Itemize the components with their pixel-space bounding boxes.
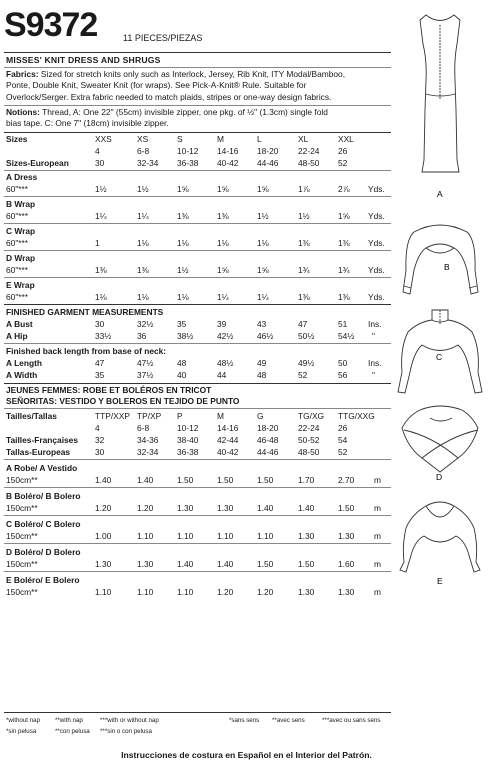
fs-yardage-view-label: E Boléro/ E Bolero bbox=[6, 575, 80, 585]
divider bbox=[4, 304, 391, 305]
divider bbox=[4, 250, 391, 251]
size-cell: 44-46 bbox=[257, 158, 279, 168]
fs-yardage-row: 150cm** 1.30 1.30 1.40 1.40 1.50 1.50 1.60 m bbox=[6, 559, 381, 569]
fabrics-label: Fabrics: bbox=[6, 69, 39, 79]
notions-line2: bias tape. C: One 7" (18cm) invisible zipper. bbox=[6, 118, 169, 129]
footnote-es-1: *sin pelusa bbox=[6, 728, 37, 735]
divider bbox=[4, 459, 391, 460]
pattern-number: S9372 bbox=[4, 6, 98, 44]
yardage-view-label: C Wrap bbox=[6, 226, 36, 236]
fabrics-line1: Sized for stretch knits only such as Interlock, Jersey, Rib Knit, ITY Modal/Bamboo, bbox=[40, 69, 346, 79]
notions-line1: Thread, A: One 22" (55cm) invisible zipper, one pkg. of ½" (1.3cm) single fold bbox=[42, 107, 328, 117]
size-cell: 40-42 bbox=[217, 158, 239, 168]
divider bbox=[4, 170, 391, 171]
yardage-row: 60"*** 1¼ 1¼ 1⅜ 1⅜ 1½ 1½ 1⅝ Yds. bbox=[6, 211, 385, 221]
wrap-d-illustration bbox=[402, 406, 478, 472]
size-cell: 4 bbox=[95, 146, 100, 156]
sizes-european-label: Sizes-European bbox=[6, 158, 69, 168]
fabrics-line2: Ponte, Double Knit, Sweater Knit (for wraps). See Pick-A-Knit® Rule. Suitable for bbox=[6, 80, 307, 91]
label-e: E bbox=[437, 576, 443, 586]
sizes-label: Sizes bbox=[6, 134, 28, 144]
sizes-row bbox=[6, 134, 391, 145]
back-length-title: Finished back length from base of neck: bbox=[6, 346, 167, 356]
divider bbox=[4, 223, 391, 224]
size-cell: 14-16 bbox=[217, 146, 239, 156]
fs-sizes-row: Tailles/Tallas TTP/XXP TP/XP P M G TG/XG TTG/XXG bbox=[6, 411, 375, 421]
fs-yardage-row: 150cm** 1.10 1.10 1.10 1.20 1.20 1.30 1.30 m bbox=[6, 587, 381, 597]
divider bbox=[4, 277, 391, 278]
yardage-view-label: B Wrap bbox=[6, 199, 36, 209]
divider bbox=[4, 132, 391, 133]
divider bbox=[4, 383, 391, 384]
size-cell: 26 bbox=[338, 146, 348, 156]
fabrics-line3: Overlock/Serger. Extra fabric needed to match plaids, stripes or one-way design fabrics. bbox=[6, 91, 332, 102]
yardage-row: 60"*** 1 1⅛ 1⅛ 1⅛ 1⅛ 1⅜ 1⅜ Yds. bbox=[6, 238, 385, 248]
fs-yardage-row: 150cm** 1.20 1.20 1.30 1.30 1.40 1.40 1.50 m bbox=[6, 503, 381, 513]
yardage-row: 60"*** 1½ 1½ 1⅝ 1⅝ 1⅝ 1⅞ 2⅞ Yds. bbox=[6, 184, 385, 194]
spanish-instructions-note: Instrucciones de costura en Español en el Interior del Patrón. bbox=[121, 750, 372, 760]
measurements-title: FINISHED GARMENT MEASUREMENTS bbox=[6, 307, 164, 317]
fs-yardage-row: 150cm** 1.40 1.40 1.50 1.50 1.50 1.70 2.70 m bbox=[6, 475, 381, 485]
yardage-row: 60"*** 1⅛ 1⅛ 1⅛ 1¼ 1¼ 1⅜ 1⅜ Yds. bbox=[6, 292, 385, 302]
divider bbox=[4, 343, 391, 344]
size-cell: L bbox=[257, 134, 262, 144]
fs-title-2: SEÑORITAS: VESTIDO Y BOLEROS EN TEJIDO DE PUNTO bbox=[6, 396, 240, 406]
garment-illustrations bbox=[392, 0, 493, 600]
divider bbox=[4, 196, 391, 197]
fabrics-block bbox=[6, 69, 390, 103]
fs-sizes-number-row: 4 6-8 10-12 14-16 18-20 22-24 26 bbox=[95, 423, 348, 433]
size-cell: XS bbox=[137, 134, 149, 144]
footnote-en-1: *without nap bbox=[6, 717, 41, 724]
fs-yardage-view-label: C Boléro/ C Bolero bbox=[6, 519, 81, 529]
notions-block bbox=[6, 107, 390, 130]
size-cell: XL bbox=[298, 134, 309, 144]
divider bbox=[4, 571, 391, 572]
divider bbox=[4, 105, 391, 106]
fs-yardage-row: 150cm** 1.00 1.10 1.10 1.10 1.10 1.30 1.30 m bbox=[6, 531, 381, 541]
footnote-en-3: ***with or without nap bbox=[100, 717, 159, 724]
size-cell: 48-50 bbox=[298, 158, 320, 168]
yardage-view-label: A Dress bbox=[6, 172, 38, 182]
sizes-european-row bbox=[6, 158, 391, 169]
size-cell: XXS bbox=[95, 134, 112, 144]
shrug-e-illustration bbox=[400, 502, 480, 572]
divider bbox=[4, 487, 391, 488]
size-cell: M bbox=[217, 134, 224, 144]
label-c: C bbox=[436, 352, 443, 362]
size-cell: 18-20 bbox=[257, 146, 279, 156]
size-cell: S bbox=[177, 134, 183, 144]
pattern-title: MISSES' KNIT DRESS AND SHRUGS bbox=[6, 55, 161, 65]
divider bbox=[4, 712, 391, 713]
fs-yardage-view-label: B Boléro/ B Bolero bbox=[6, 491, 81, 501]
divider bbox=[4, 543, 391, 544]
label-b: B bbox=[444, 262, 450, 272]
bust-row: A Bust 30 32½ 35 39 43 47 51 Ins. bbox=[6, 319, 382, 329]
footnote-fr-1: *sans sens bbox=[229, 717, 260, 724]
divider bbox=[4, 408, 391, 409]
sizes-number-row bbox=[6, 146, 391, 157]
size-cell: 52 bbox=[338, 158, 348, 168]
divider bbox=[4, 52, 391, 53]
footnote-es-3: ***sin o con pelusa bbox=[100, 728, 152, 735]
yardage-view-label: D Wrap bbox=[6, 253, 36, 263]
length-row: A Length 47 47½ 48 48½ 49 49½ 50 Ins. bbox=[6, 358, 382, 368]
fs-french-row: Tailles-Françaises 32 34-36 38-40 42-44 46-48 50-52 54 bbox=[6, 435, 348, 445]
fs-yardage-view-label: A Robe/ A Vestido bbox=[6, 463, 78, 473]
size-cell: 22-24 bbox=[298, 146, 320, 156]
size-cell: 10-12 bbox=[177, 146, 199, 156]
width-row: A Width 35 37½ 40 44 48 52 56 " bbox=[6, 370, 375, 380]
fs-european-row: Tallas-Europeas 30 32-34 36-38 40-42 44-46 48-50 52 bbox=[6, 447, 348, 457]
footnote-fr-2: **avec sens bbox=[272, 717, 305, 724]
shrug-b-illustration bbox=[403, 225, 478, 294]
dress-a-illustration bbox=[420, 15, 460, 172]
divider bbox=[4, 515, 391, 516]
yardage-row: 60"*** 1⅜ 1⅜ 1½ 1⅝ 1⅝ 1¾ 1¾ Yds. bbox=[6, 265, 385, 275]
notions-label: Notions: bbox=[6, 107, 40, 117]
size-cell: XXL bbox=[338, 134, 354, 144]
size-cell: 6-8 bbox=[137, 146, 150, 156]
divider bbox=[4, 67, 391, 68]
footnote-en-2: **with nap bbox=[55, 717, 83, 724]
hip-row: A Hip 33½ 36 38½ 42½ 46½ 50½ 54½ " bbox=[6, 331, 375, 341]
footnote-es-2: **con pelusa bbox=[55, 728, 90, 735]
fs-yardage-view-label: D Boléro/ D Bolero bbox=[6, 547, 81, 557]
size-cell: 30 bbox=[95, 158, 105, 168]
footnote-fr-3: ***avec ou sans sens bbox=[322, 717, 381, 724]
pieces-count: 11 PIECES/PIEZAS bbox=[123, 33, 203, 43]
yardage-view-label: E Wrap bbox=[6, 280, 35, 290]
fs-title-1: JEUNES FEMMES: ROBE ET BOLÉROS EN TRICOT bbox=[6, 385, 212, 395]
label-d: D bbox=[436, 472, 443, 482]
size-cell: 32-34 bbox=[137, 158, 159, 168]
size-cell: 36-38 bbox=[177, 158, 199, 168]
label-a: A bbox=[437, 189, 443, 199]
